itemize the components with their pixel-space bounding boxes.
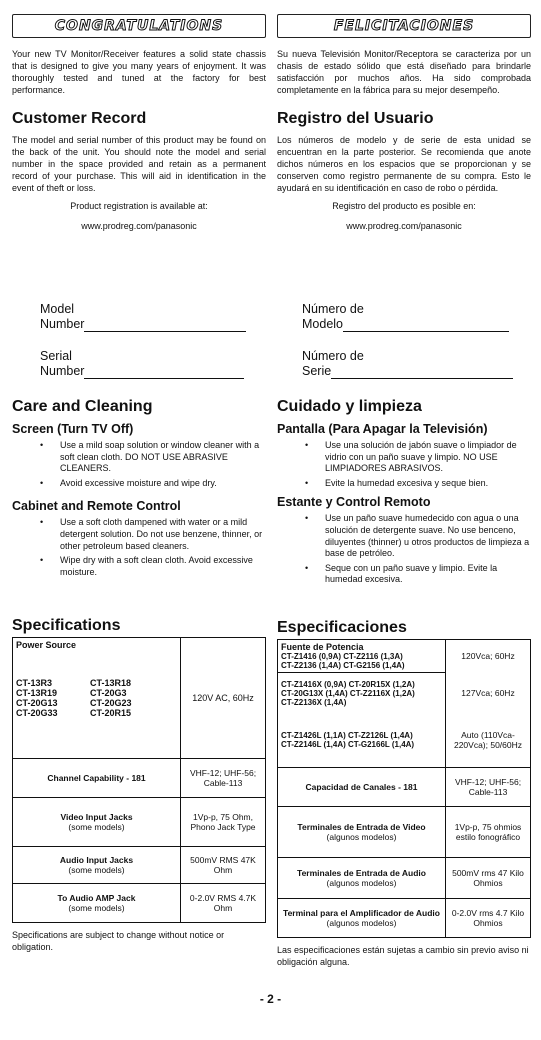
screen-list	[12, 440, 266, 489]
model-number-line	[84, 319, 246, 332]
model-item: CT-13R19	[16, 688, 58, 698]
registro-heading: Registro del Usuario	[277, 110, 434, 127]
list-item: • Use una solución de jabón suave o limpiador de vidrio con un paño suave y limpio. NO USE LIMPIADORES ABRASIVOS.	[325, 440, 531, 475]
table-row	[13, 798, 266, 847]
audio-label-cell	[278, 858, 446, 899]
customer-record-heading: Customer Record	[12, 110, 147, 127]
model-item: CT-Z2136X (1,4A)	[281, 697, 347, 707]
page-number: - 2 -	[259, 992, 282, 1006]
audio-label-cell	[13, 847, 181, 884]
model-label: Número de	[302, 302, 364, 316]
audio-value: 500mV RMS 47K Ohm	[181, 847, 266, 884]
audio-sub: (some models)	[68, 865, 125, 875]
table-row	[13, 638, 266, 759]
serial-label: Número de	[302, 349, 364, 363]
customer-record-text: The model and serial number of this product may be found on the back of the unit. You should note the model and serial number in the space provided and retain as a permanent record of your purchase. This will aid in identification in the event of theft or loss.	[12, 135, 266, 193]
audio-value: 500mV rms 47 Kilo Ohmios	[446, 858, 531, 899]
spanish-care-section	[277, 398, 531, 589]
specifications-table	[12, 637, 266, 923]
spanish-column	[277, 14, 531, 232]
video-sub: (some models)	[68, 822, 125, 832]
amp-value: 0-2.0V rms 4.7 Kilo Ohmios	[446, 899, 531, 938]
model-list	[16, 678, 177, 718]
numero-serie-field	[302, 349, 513, 379]
registration-text: Product registration is available at:	[70, 201, 208, 211]
banner-text: FELICITACIONES	[333, 18, 475, 34]
power-value: 120V AC, 60Hz	[181, 638, 266, 759]
footnote: Specifications are subject to change without notice or obligation.	[12, 930, 225, 952]
especificaciones-heading: Especificaciones	[277, 619, 407, 636]
list-item: • Use un paño suave humedecido con agua o una solución de detergente suave. No use benceno, diluyentes (thinner) u otros productos de limpieza a base de petróleo.	[325, 513, 531, 559]
registro-text: Los números de modelo y de serie de esta unidad se encuentran en la parte posterior. Se recomienda que anote dichos números en los espacios que se proporcionan y se conserven como registro permanente de su compra. Esto le ayudará en su identificación en caso de robo o pérdida.	[277, 135, 531, 193]
intro-text: Su nueva Televisión Monitor/Receptora se caracteriza por un chasis de estado sólido que está diseñado para brindarle satisfacción por muchos años. Ha sido comprobada completamente en la fábrica para su mejor desempeño.	[277, 49, 531, 95]
model-item: CT-20G13X (1,4A) CT-Z2116X (1,2A)	[281, 688, 415, 698]
audio-sub: (algunos modelos)	[326, 878, 397, 888]
spanish-specs-section	[277, 619, 531, 968]
model-item: CT-Z1426L (1,1A) CT-Z2126L (1,4A)	[281, 731, 413, 740]
registration-url: www.prodreg.com/panasonic	[81, 221, 197, 231]
power-source-label: Fuente de Potencia	[281, 642, 364, 652]
model-number-field	[40, 302, 246, 332]
cabinet-list	[12, 517, 266, 578]
serial-number-line	[84, 366, 244, 379]
model-item: CT-13R3	[16, 678, 53, 688]
especificaciones-table	[277, 639, 531, 938]
video-label-cell	[278, 807, 446, 858]
intro-text: Your new TV Monitor/Receiver features a solid state chassis that is designed to give you many years of enjoyment. It was thoroughly tested and tuned at the factory for best performance.	[12, 49, 266, 95]
estante-heading: Estante y Control Remoto	[277, 495, 431, 510]
video-sub: (algunos modelos)	[326, 832, 397, 842]
model-item: CT-20G3	[90, 688, 127, 698]
model-item: CT-Z2146L (1,4A) CT-G2166L (1,4A)	[281, 740, 415, 749]
amp-label-cell	[278, 899, 446, 938]
table-row	[278, 858, 531, 899]
capacidad-label: Capacidad de Canales - 181	[278, 768, 446, 807]
list-item: • Use a soft cloth dampened with water or a mild detergent solution. Do not use benzene, thinner, or other petroleum based cleaners.	[60, 517, 266, 552]
model-number-line	[343, 319, 509, 332]
fuente-group2-cell	[278, 673, 446, 714]
video-label: Terminales de Entrada de Video	[297, 822, 426, 832]
registration-url: www.prodreg.com/panasonic	[346, 221, 462, 231]
model-item: CT-Z1416 (0,9A) CT-Z2116 (1,3A)	[281, 652, 403, 661]
list-item: • Use a mild soap solution or window cleaner with a soft clean cloth. DO NOT USE ABRASIVE CLEANERS.	[60, 440, 266, 475]
list-item: • Wipe dry with a soft clean cloth. Avoid excessive moisture.	[60, 555, 266, 578]
fuente-group3-cell	[278, 713, 446, 768]
serial-number-field	[40, 349, 244, 379]
power-source-cell	[13, 638, 181, 759]
serial-label-2: Serie	[302, 364, 332, 378]
amp-sub: (algunos modelos)	[326, 918, 397, 928]
footnote: Las especificaciones están sujetas a cambio sin previo aviso ni obligación alguna.	[277, 945, 529, 967]
model-item: CT-20R15	[90, 708, 132, 718]
table-row	[13, 847, 266, 884]
table-row	[278, 768, 531, 807]
list-item: • Evite la humedad excesiva y seque bien.	[325, 478, 531, 490]
fuente-group1-cell	[278, 640, 446, 673]
table-row	[278, 899, 531, 938]
screen-heading: Screen (Turn TV Off)	[12, 422, 134, 436]
numero-modelo-field	[302, 302, 509, 332]
channel-label: Channel Capability - 181	[13, 759, 181, 798]
table-row	[278, 640, 531, 673]
amp-value: 0-2.0V RMS 4.7K Ohm	[181, 884, 266, 923]
capacidad-value: VHF-12; UHF-56; Cable-113	[446, 768, 531, 807]
list-item: • Seque con un paño suave y limpio. Evite la humedad excesiva.	[325, 563, 531, 586]
english-specs-section	[12, 617, 266, 953]
pantalla-heading: Pantalla (Para Apagar la Televisión)	[277, 422, 488, 436]
amp-label: To Audio AMP Jack	[57, 893, 136, 903]
model-label: Model	[40, 302, 75, 316]
model-item: CT-Z2136 (1,4A) CT-G2156 (1,4A)	[281, 661, 405, 670]
banner-text: CONGRATULATIONS	[54, 18, 224, 34]
care-heading: Care and Cleaning	[12, 398, 153, 415]
audio-label: Audio Input Jacks	[59, 855, 134, 865]
amp-sub: (some models)	[68, 903, 125, 913]
serial-number-line	[331, 366, 513, 379]
model-group-1	[281, 652, 442, 670]
model-label-2: Modelo	[302, 317, 343, 331]
model-group-3	[281, 731, 442, 749]
channel-value: VHF-12; UHF-56; Cable-113	[181, 759, 266, 798]
model-label-2: Number	[40, 317, 85, 331]
power-source-label: Power Source	[16, 640, 77, 650]
cuidado-heading: Cuidado y limpieza	[277, 398, 422, 415]
estante-list	[277, 513, 531, 586]
audio-label: Terminales de Entrada de Audio	[297, 868, 426, 878]
table-row	[278, 673, 531, 714]
model-group-2	[281, 680, 442, 707]
video-value: 1Vp-p, 75 Ohm, Phono Jack Type	[181, 798, 266, 847]
english-column	[12, 14, 266, 232]
group3-value: Auto (110Vca-220Vca); 50/60Hz	[446, 713, 531, 768]
group1-value: 120Vca; 60Hz	[446, 640, 531, 673]
video-label-cell	[13, 798, 181, 847]
model-item: CT-20G13	[16, 698, 58, 708]
model-item: CT-20G23	[90, 698, 132, 708]
pantalla-list	[277, 440, 531, 489]
english-care-section	[12, 398, 266, 581]
table-row	[13, 759, 266, 798]
serial-label: Serial	[40, 349, 72, 363]
model-item: CT-13R18	[90, 678, 132, 688]
video-value: 1Vp-p, 75 ohmios estilo fonográfico	[446, 807, 531, 858]
congratulations-banner	[12, 14, 266, 38]
table-row	[278, 807, 531, 858]
amp-label-cell	[13, 884, 181, 923]
list-item: • Avoid excessive moisture and wipe dry.	[60, 478, 266, 490]
table-row	[13, 884, 266, 923]
model-item: CT-20G33	[16, 708, 58, 718]
felicitaciones-banner	[277, 14, 531, 38]
registration-text: Registro del producto es posible en:	[332, 201, 476, 211]
video-label: Video Input Jacks	[60, 812, 133, 822]
serial-label-2: Number	[40, 364, 85, 378]
amp-label: Terminal para el Amplificador de Audio	[283, 908, 440, 918]
specifications-heading: Specifications	[12, 617, 121, 634]
table-row	[278, 713, 531, 768]
model-item: CT-Z1416X (0,9A) CT-20R15X (1,2A)	[281, 679, 415, 689]
group2-value: 127Vca; 60Hz	[446, 673, 531, 714]
cabinet-heading: Cabinet and Remote Control	[12, 499, 181, 514]
